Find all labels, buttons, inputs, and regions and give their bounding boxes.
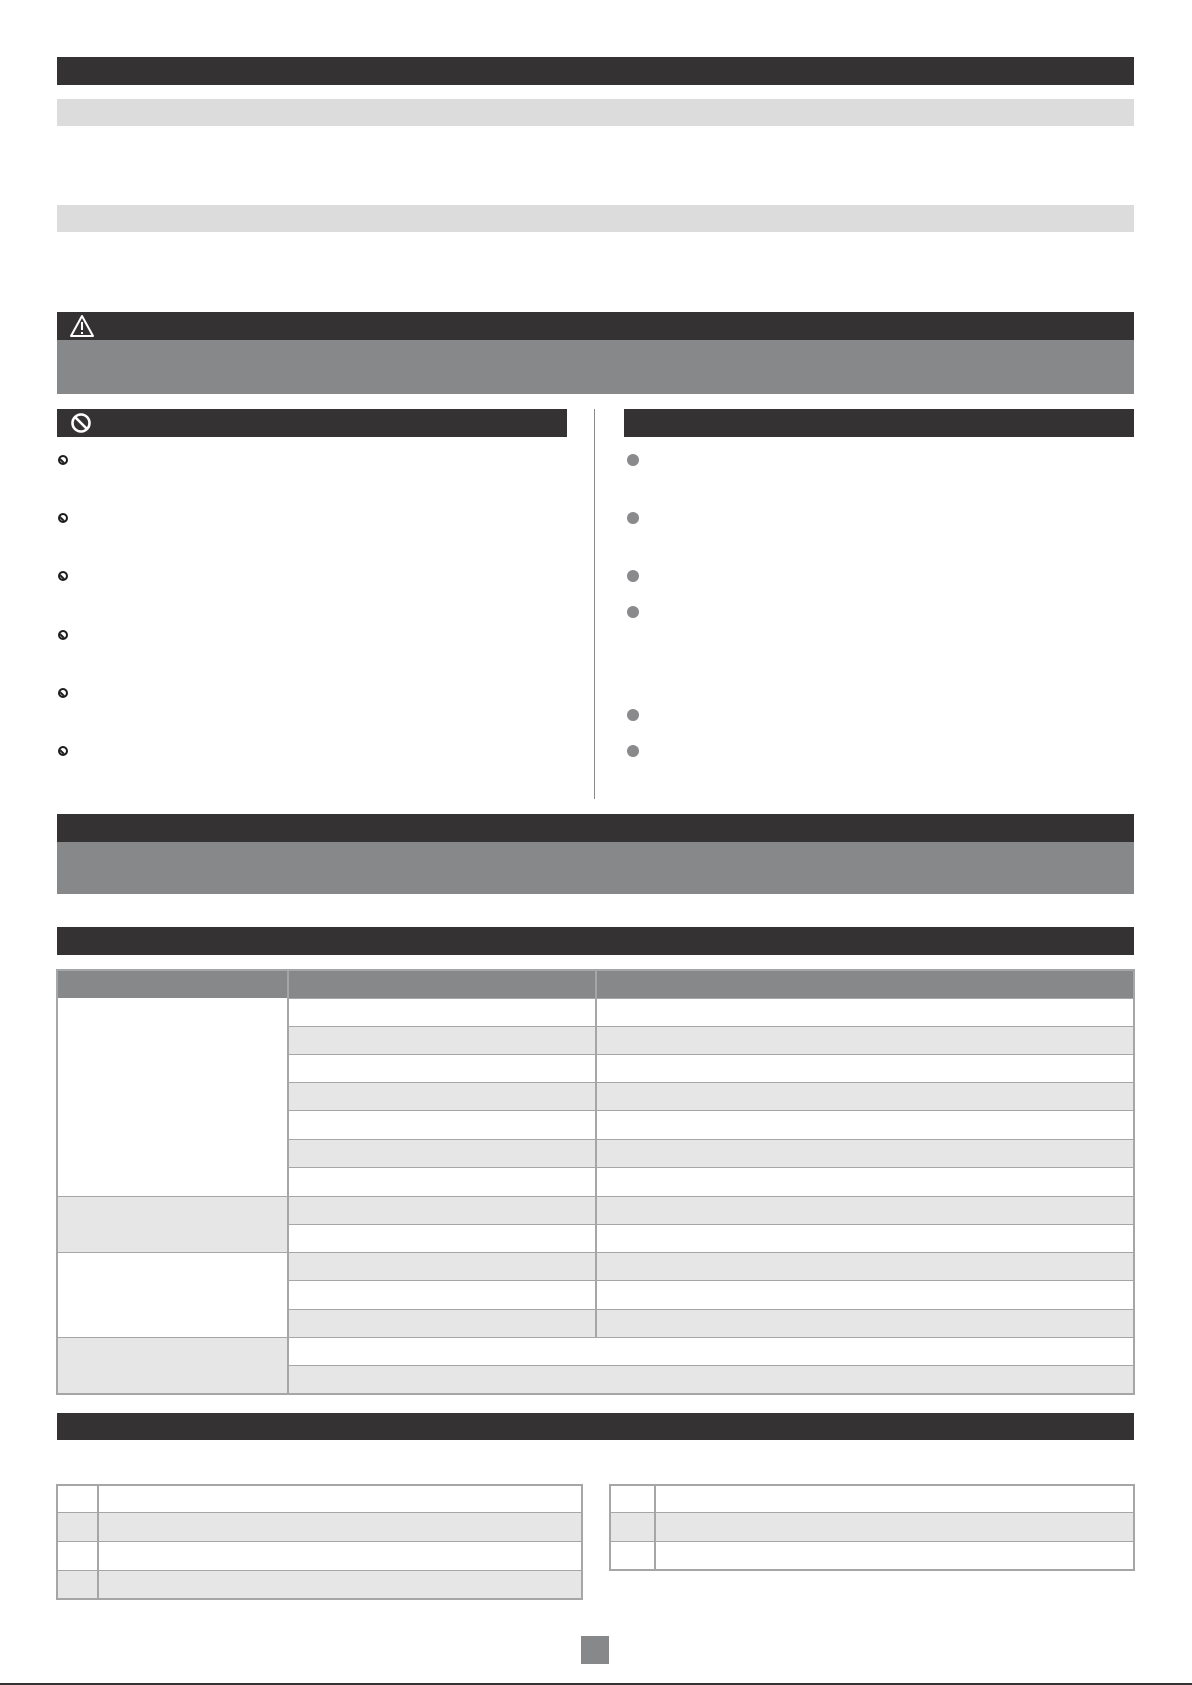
list-item — [609, 1512, 1135, 1541]
prohibited-bullet-icon — [58, 746, 68, 756]
table-divider — [654, 1484, 656, 1571]
table-border — [609, 1569, 1135, 1571]
table-row — [288, 1082, 1135, 1110]
warning-header-bar — [57, 312, 1134, 340]
mandatory-header-bar — [624, 409, 1134, 437]
parts-header-bar — [57, 1413, 1134, 1440]
table-border — [56, 1484, 58, 1600]
table-rule — [288, 1365, 1135, 1366]
table-divider — [287, 969, 289, 1395]
table-rule — [56, 1541, 583, 1542]
table-rule — [288, 998, 1135, 999]
table-border — [609, 1484, 611, 1571]
prohibited-bullet-icon — [58, 630, 68, 640]
parts-table-right — [609, 1484, 1135, 1571]
table-divider — [595, 969, 597, 1337]
table-border — [609, 1484, 1135, 1486]
table-row — [288, 1252, 1135, 1280]
specifications-header-bar — [57, 927, 1134, 955]
page-number-box — [581, 1636, 609, 1664]
table-border — [56, 1598, 583, 1600]
table-divider — [97, 1484, 99, 1600]
warning-triangle-icon — [69, 314, 95, 338]
prohibited-bullet-icon — [58, 688, 68, 698]
grey-dot-icon — [627, 745, 639, 757]
subheader-bar-b — [57, 205, 1134, 232]
section-1-header-bar — [57, 57, 1134, 85]
parts-table-left — [56, 1484, 583, 1600]
prohibited-header-bar — [57, 409, 567, 437]
table-group-cell — [56, 1337, 288, 1394]
table-border — [581, 1484, 583, 1600]
grey-dot-icon — [627, 709, 639, 721]
column-divider — [594, 409, 595, 799]
subheader-bar-a — [57, 99, 1134, 126]
table-rule — [609, 1512, 1135, 1513]
table-row — [288, 1139, 1135, 1167]
table-rule — [56, 1337, 1135, 1338]
table-rule — [288, 1167, 1135, 1168]
caution-header-bar — [57, 814, 1134, 842]
prohibited-bullet-icon — [58, 571, 68, 581]
table-rule — [288, 1082, 1135, 1083]
specifications-table — [56, 969, 1135, 1395]
prohibited-circle-icon — [70, 412, 92, 434]
list-item — [56, 1570, 583, 1599]
table-rule — [288, 1309, 1135, 1310]
list-item — [56, 1512, 583, 1541]
table-border — [56, 969, 58, 1395]
table-rule — [56, 1252, 1135, 1253]
table-rule — [288, 1224, 1135, 1225]
table-border — [1133, 1484, 1135, 1571]
table-rule — [288, 1139, 1135, 1140]
grey-dot-icon — [627, 512, 639, 524]
table-row — [288, 1366, 1135, 1394]
table-group-cell — [56, 1196, 288, 1252]
table-border — [56, 1484, 583, 1486]
prohibited-bullet-icon — [58, 513, 68, 523]
warning-body-panel — [57, 340, 1134, 394]
table-rule — [56, 1512, 583, 1513]
table-rule — [56, 1570, 583, 1571]
table-rule — [288, 1054, 1135, 1055]
table-border — [56, 1393, 1135, 1395]
caution-body-panel — [57, 842, 1134, 894]
grey-dot-icon — [627, 454, 639, 466]
table-rule — [288, 1280, 1135, 1281]
table-rule — [56, 1196, 1135, 1197]
grey-dot-icon — [627, 606, 639, 618]
table-rule — [609, 1541, 1135, 1542]
prohibited-bullet-icon — [58, 455, 68, 465]
table-row — [288, 1026, 1135, 1054]
table-rule — [288, 1110, 1135, 1111]
grey-dot-icon — [627, 570, 639, 582]
table-row — [288, 1309, 1135, 1337]
table-rule — [288, 1026, 1135, 1027]
table-border — [1133, 969, 1135, 1395]
